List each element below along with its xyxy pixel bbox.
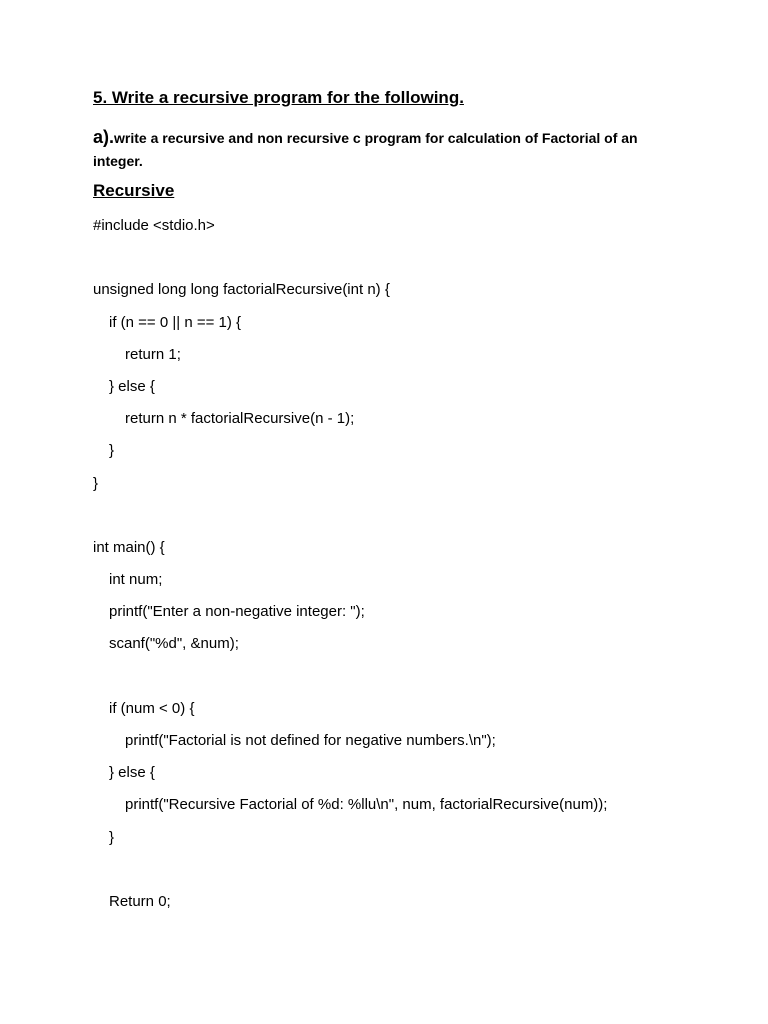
code-line: int num;: [109, 571, 163, 589]
code-line: }: [109, 442, 115, 460]
recursive-subheading: Recursive: [93, 181, 175, 200]
code-line: } else {: [109, 764, 155, 782]
question-text: write a recursive and non recursive c program for calculation of Factorial of an integer.: [93, 130, 638, 169]
section-heading: 5. Write a recursive program for the following.: [93, 88, 464, 107]
code-line: return 1;: [125, 345, 181, 363]
code-line: Return 0;: [109, 892, 171, 910]
code-line: [93, 667, 733, 699]
code-line: #include <stdio.h>: [93, 217, 215, 234]
code-line: scanf("%d", &num);: [109, 635, 239, 653]
code-block: [93, 216, 733, 924]
code-line: unsigned long long factorialRecursive(int n) {: [93, 281, 390, 299]
code-line: printf("Enter a non-negative integer: ");: [109, 603, 365, 621]
question-text-block: [93, 126, 673, 173]
code-line: } else {: [109, 377, 155, 395]
question-label: a).: [93, 127, 115, 147]
code-line: [93, 860, 733, 892]
code-line: printf("Factorial is not defined for negative numbers.\n");: [125, 732, 496, 749]
code-line: printf("Recursive Factorial of %d: %llu\n", num, factorialRecursive(num));: [125, 796, 608, 814]
code-line: if (n == 0 || n == 1) {: [109, 313, 242, 331]
code-line: }: [93, 474, 99, 492]
code-line: [93, 248, 733, 280]
code-line: }: [109, 828, 115, 846]
code-line: int main() {: [93, 538, 165, 556]
code-line: if (num < 0) {: [109, 699, 195, 717]
code-line: [93, 506, 733, 538]
code-line: return n * factorialRecursive(n - 1);: [125, 410, 355, 428]
